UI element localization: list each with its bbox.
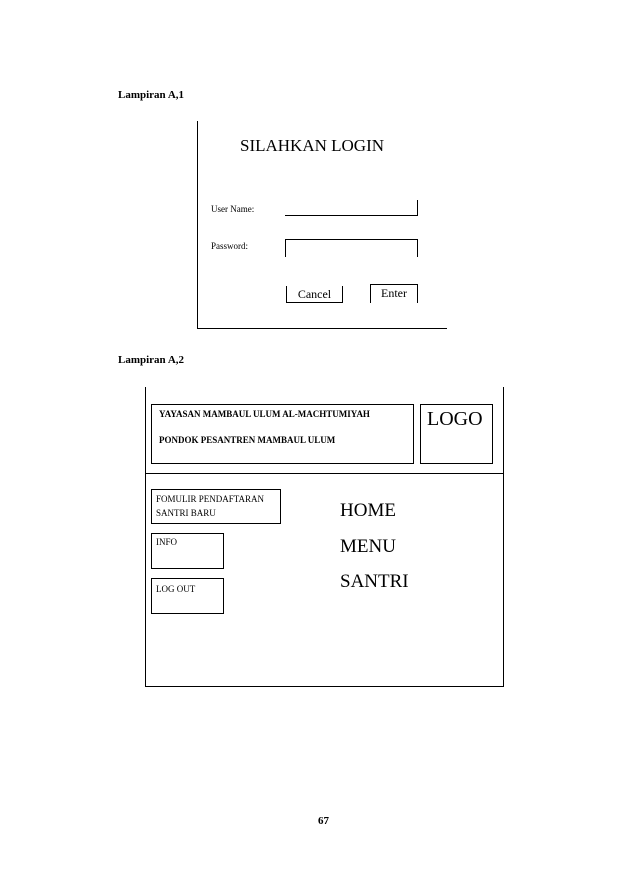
home-mockup [145, 387, 504, 687]
header-title-line1: YAYASAN MAMBAUL ULUM AL-MACHTUMIYAH [159, 409, 370, 419]
username-field[interactable] [285, 200, 418, 216]
header-title-box [151, 404, 414, 464]
password-label: Password: [211, 241, 249, 251]
login-left-border [197, 121, 198, 329]
menu-form-line1: FOMULIR PENDAFTARAN [156, 494, 265, 504]
cancel-button-label: Cancel [297, 287, 332, 301]
login-bottom-border [197, 328, 447, 329]
enter-button-label: Enter [381, 286, 407, 300]
login-mockup [197, 121, 447, 331]
logo-box [420, 404, 493, 464]
main-heading-menu: MENU [340, 536, 396, 557]
enter-button[interactable] [370, 284, 418, 303]
menu-logout-label: LOG OUT [156, 584, 196, 594]
cancel-button[interactable] [286, 286, 343, 303]
caption-lampiran-a1: Lampiran A,1 [118, 89, 185, 101]
menu-info-label: INFO [156, 537, 178, 547]
main-heading-santri: SANTRI [340, 571, 409, 592]
username-label: User Name: [211, 204, 255, 214]
main-heading-home: HOME [340, 500, 396, 521]
logo-label: LOGO [427, 408, 483, 430]
menu-logout[interactable] [151, 578, 224, 614]
page-number: 67 [318, 815, 329, 827]
menu-info[interactable] [151, 533, 224, 569]
login-title: SILAHKAN LOGIN [240, 136, 385, 155]
caption-lampiran-a2: Lampiran A,2 [118, 354, 185, 366]
password-field[interactable] [285, 239, 418, 257]
header-title-line2: PONDOK PESANTREN MAMBAUL ULUM [159, 435, 336, 445]
menu-form-line2: SANTRI BARU [156, 508, 216, 518]
header-divider [146, 473, 503, 474]
menu-form-registration[interactable] [151, 489, 281, 524]
